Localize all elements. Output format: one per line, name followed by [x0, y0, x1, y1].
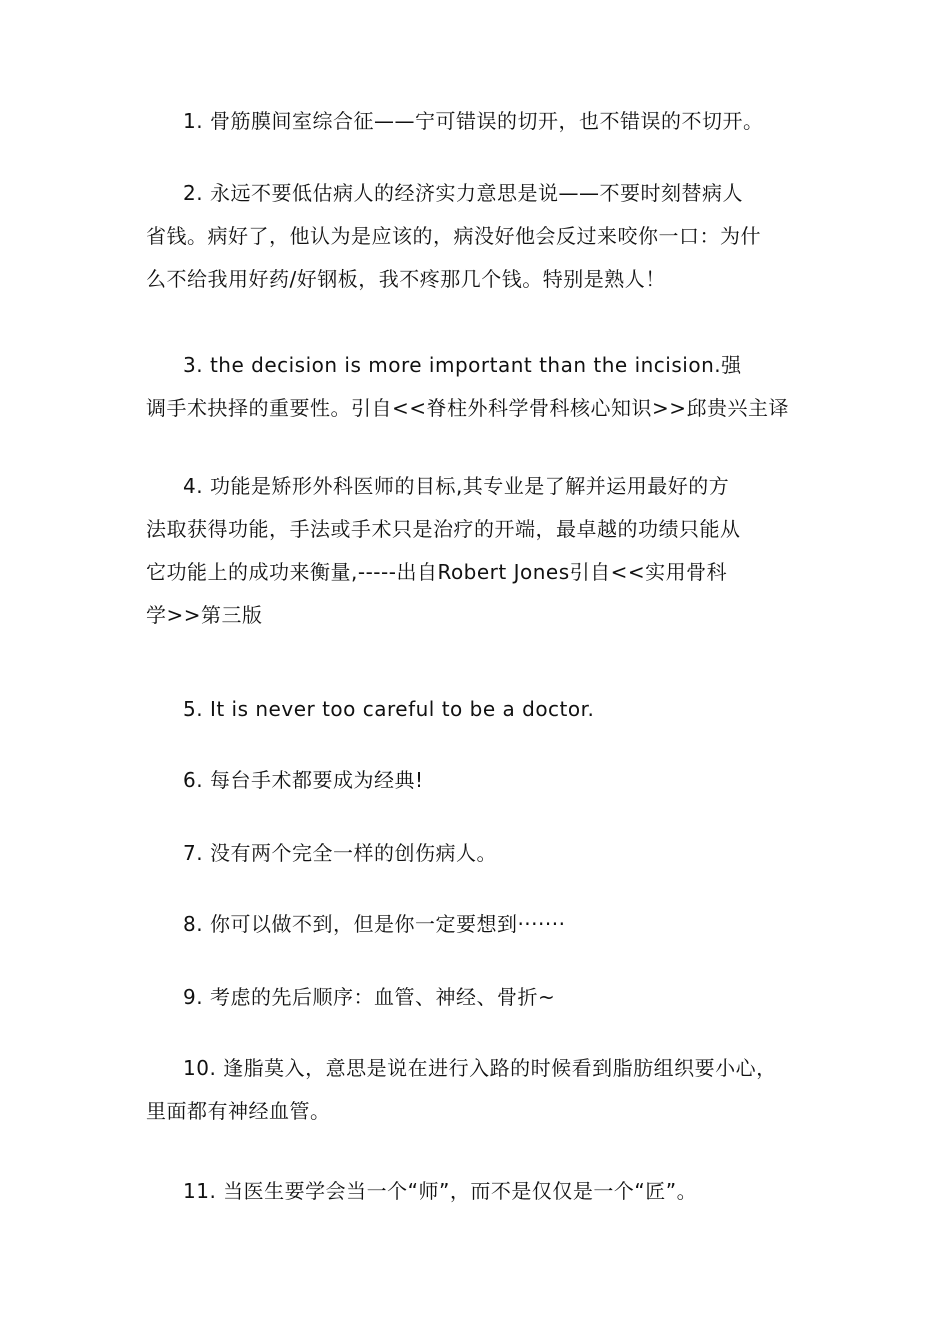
text-line: 3. the decision is more important than the incision.强 — [183, 353, 742, 377]
list-item — [146, 759, 836, 802]
list-item — [146, 1047, 836, 1133]
list-item — [146, 976, 836, 1019]
text-line: 法取获得功能，手法或手术只是治疗的开端，最卓越的功绩只能从 — [146, 517, 741, 541]
text-line: 么不给我用好药/好钢板，我不疼那几个钱。特别是熟人！ — [146, 267, 666, 291]
text-line: 10. 逢脂莫入，意思是说在进行入路的时候看到脂肪组织要小心， — [183, 1056, 777, 1080]
text-line: 1. 骨筋膜间室综合征——宁可错误的切开，也不错误的不切开。 — [183, 109, 764, 133]
list-item — [146, 688, 836, 731]
list-item — [146, 100, 836, 143]
text-line: 它功能上的成功来衡量,-----出自Robert Jones引自<<实用骨科 — [146, 560, 728, 584]
text-line: 2. 永远不要低估病人的经济实力意思是说——不要时刻替病人 — [183, 181, 743, 205]
text-line: 省钱。病好了，他认为是应该的，病没好他会反过来咬你一口：为什 — [146, 224, 761, 248]
list-item — [146, 344, 836, 430]
text-line: 9. 考虑的先后顺序：血管、神经、骨折~ — [183, 985, 556, 1009]
text-line: 7. 没有两个完全一样的创伤病人。 — [183, 841, 497, 865]
text-line: 8. 你可以做不到，但是你一定要想到······· — [183, 912, 566, 936]
text-line: 里面都有神经血管。 — [146, 1099, 331, 1123]
list-item — [146, 465, 836, 637]
text-line: 11. 当医生要学会当一个“师”，而不是仅仅是一个“匠”。 — [183, 1179, 698, 1203]
list-item — [146, 903, 836, 946]
text-line: 5. It is never too careful to be a doctor. — [183, 697, 595, 721]
text-line: 调手术抉择的重要性。引自<<脊柱外科学骨科核心知识>>邱贵兴主译 — [146, 396, 790, 420]
list-item — [146, 1170, 836, 1213]
text-line: 4. 功能是矫形外科医师的目标,其专业是了解并运用最好的方 — [183, 474, 730, 498]
text-line: 学>>第三版 — [146, 603, 263, 627]
list-item — [146, 172, 836, 301]
text-line: 6. 每台手术都要成为经典! — [183, 768, 424, 792]
list-item — [146, 832, 836, 875]
